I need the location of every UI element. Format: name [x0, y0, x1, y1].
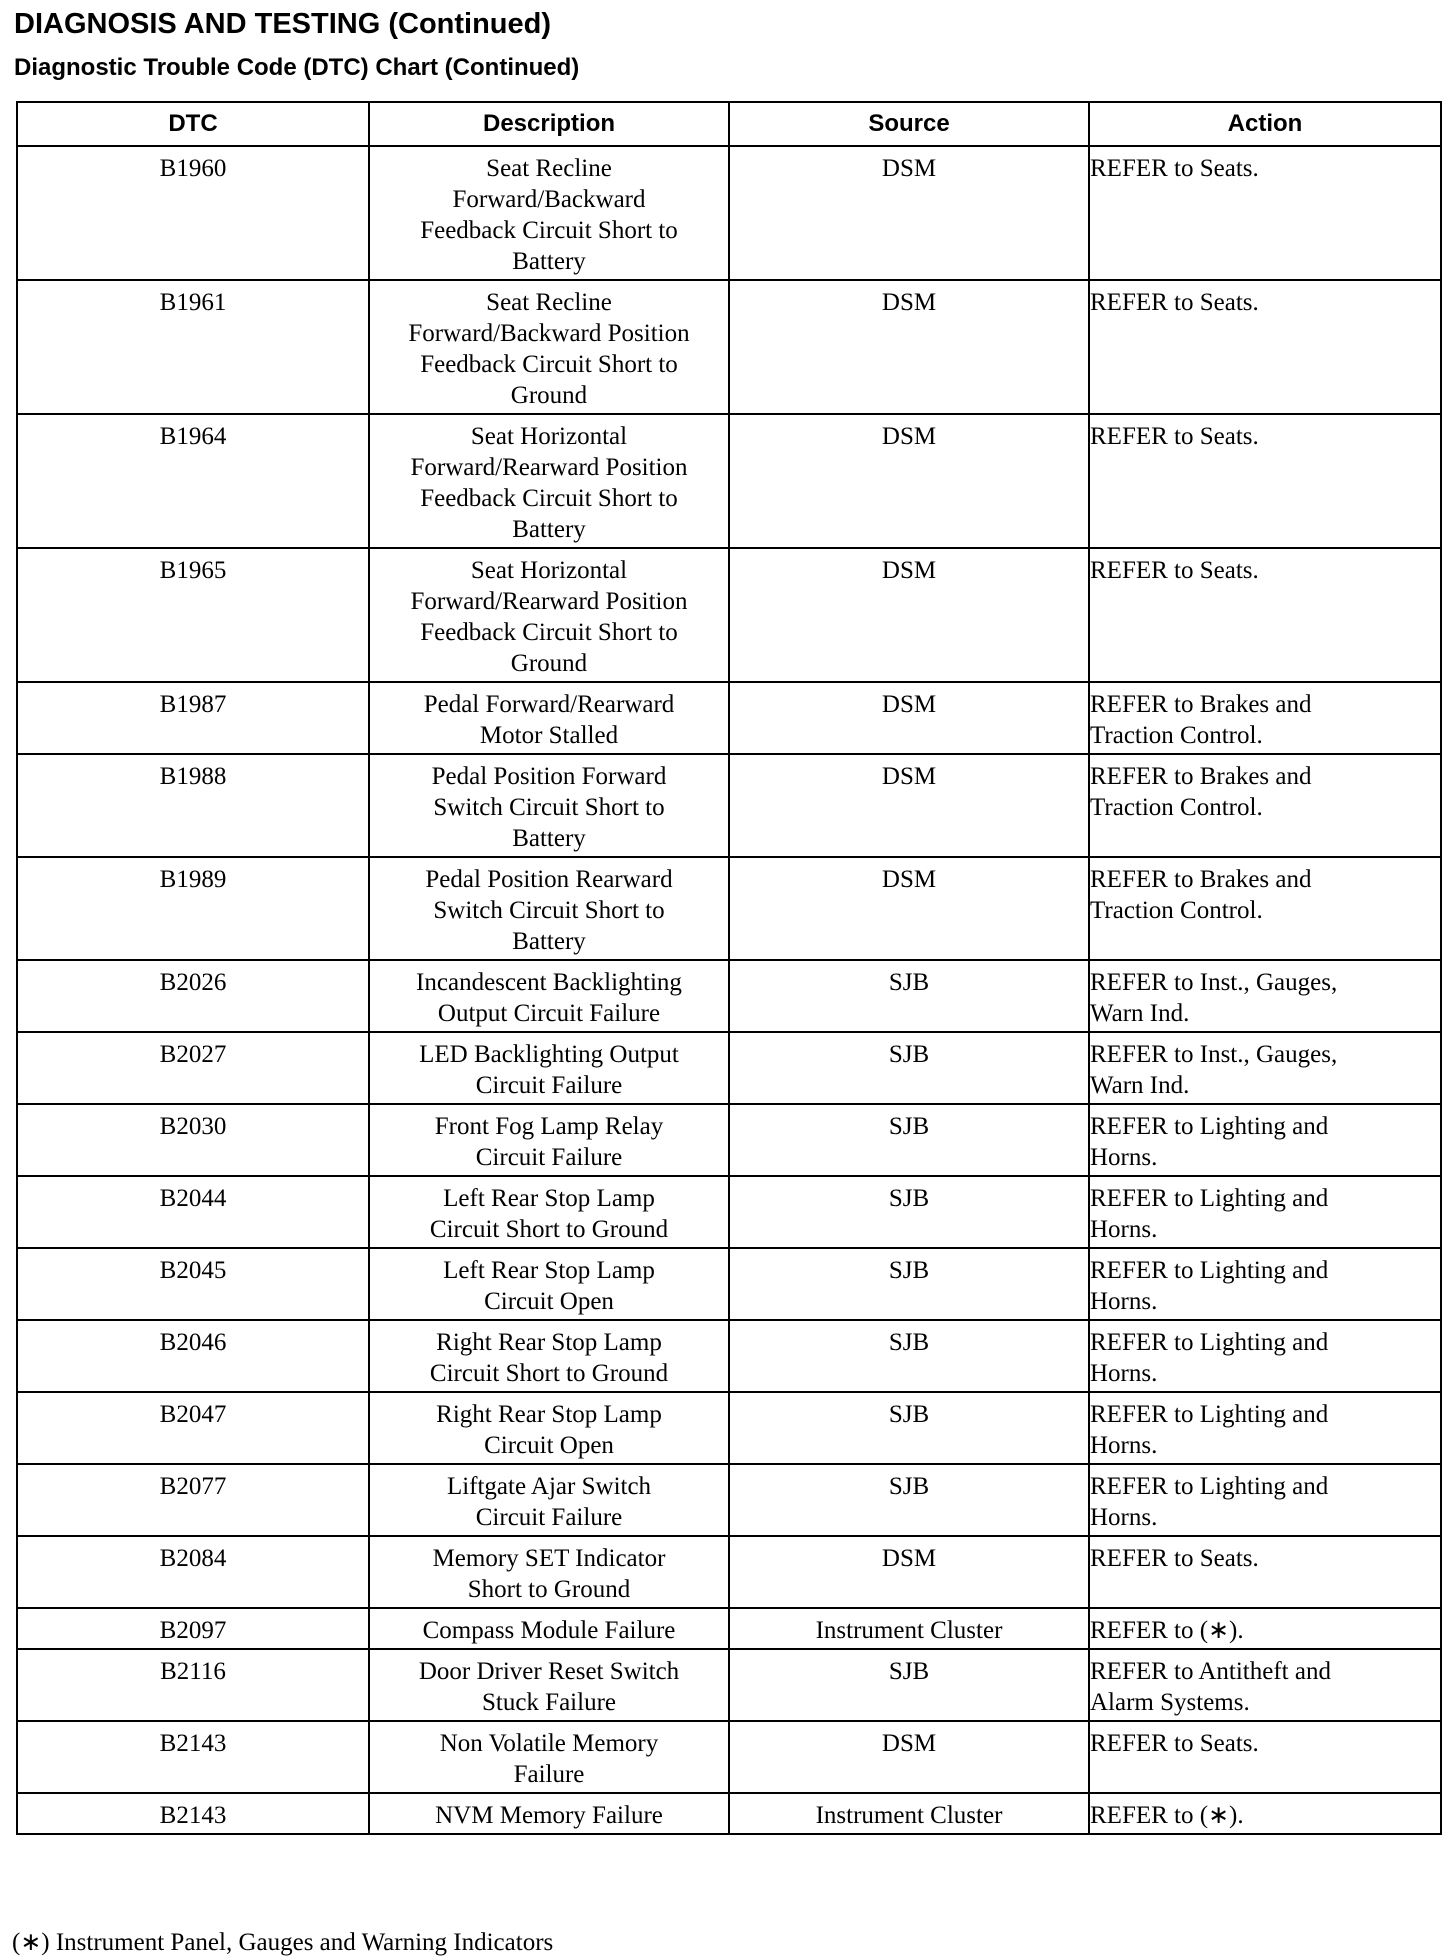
action-line: REFER to Seats.: [1090, 557, 1259, 584]
action-line: REFER to Seats.: [1090, 289, 1259, 316]
description-line: Battery: [512, 516, 586, 543]
action-line: REFER to Lighting and: [1090, 1401, 1329, 1428]
description-line: Failure: [513, 1761, 585, 1788]
description-line: Seat Recline: [486, 155, 612, 182]
description-line: Battery: [512, 825, 586, 852]
action-cell: [1089, 682, 1441, 754]
description-cell: [369, 1793, 729, 1834]
dtc-code-cell: B1965: [17, 548, 369, 682]
table-row: [17, 1032, 1441, 1104]
action-line: Horns.: [1090, 1216, 1158, 1243]
description-line: Incandescent Backlighting: [416, 969, 682, 996]
action-line: Traction Control.: [1090, 722, 1263, 749]
page-title: DIAGNOSIS AND TESTING (Continued): [14, 8, 552, 40]
action-line: Horns.: [1090, 1144, 1158, 1171]
description-line: Seat Horizontal: [470, 423, 628, 450]
source-cell: DSM: [729, 146, 1089, 280]
column-header-source: Source: [729, 102, 1089, 146]
description-cell: [369, 1649, 729, 1721]
source-cell: SJB: [729, 1649, 1089, 1721]
table-row: [17, 146, 1441, 280]
table-header-row: [17, 102, 1441, 146]
description-cell: [369, 1032, 729, 1104]
action-line: Warn Ind.: [1090, 1000, 1190, 1027]
column-header-dtc: DTC: [17, 102, 369, 146]
description-line: Seat Recline: [486, 289, 612, 316]
description-cell: [369, 548, 729, 682]
action-cell: [1089, 280, 1441, 414]
dtc-code-cell: B1989: [17, 857, 369, 960]
table-row: [17, 1464, 1441, 1536]
description-line: Pedal Position Forward: [431, 763, 667, 790]
table-body: [17, 146, 1441, 1834]
description-line: Memory SET Indicator: [432, 1545, 666, 1572]
description-line: LED Backlighting Output: [419, 1041, 679, 1068]
table-row: [17, 548, 1441, 682]
source-cell: SJB: [729, 1032, 1089, 1104]
description-line: Battery: [512, 928, 586, 955]
table-row: [17, 1536, 1441, 1608]
action-line: REFER to Antitheft and: [1090, 1658, 1331, 1685]
description-line: Front Fog Lamp Relay: [434, 1113, 664, 1140]
action-cell: [1089, 1248, 1441, 1320]
action-line: Alarm Systems.: [1090, 1689, 1250, 1716]
description-line: Ground: [510, 650, 588, 677]
dtc-code-cell: B1961: [17, 280, 369, 414]
action-line: REFER to (∗).: [1090, 1802, 1244, 1829]
action-cell: [1089, 857, 1441, 960]
source-cell: SJB: [729, 1464, 1089, 1536]
description-line: Liftgate Ajar Switch: [446, 1473, 652, 1500]
table-row: [17, 1176, 1441, 1248]
description-line: Circuit Short to Ground: [429, 1216, 669, 1243]
table-row: [17, 1608, 1441, 1649]
description-line: Forward/Rearward Position: [410, 588, 688, 615]
table-row: [17, 1721, 1441, 1793]
description-line: Seat Horizontal: [470, 557, 628, 584]
action-cell: [1089, 1464, 1441, 1536]
description-line: NVM Memory Failure: [435, 1802, 663, 1829]
description-line: Pedal Forward/Rearward: [423, 691, 675, 718]
action-line: REFER to Lighting and: [1090, 1185, 1329, 1212]
action-cell: [1089, 1793, 1441, 1834]
action-cell: [1089, 414, 1441, 548]
description-line: Circuit Open: [484, 1288, 614, 1315]
description-line: Feedback Circuit Short to: [420, 619, 678, 646]
dtc-code-cell: B2030: [17, 1104, 369, 1176]
dtc-code-cell: B2027: [17, 1032, 369, 1104]
action-line: REFER to Brakes and: [1090, 763, 1312, 790]
table-row: [17, 960, 1441, 1032]
description-line: Battery: [512, 248, 586, 275]
action-cell: [1089, 1536, 1441, 1608]
action-line: REFER to Seats.: [1090, 155, 1259, 182]
description-line: Circuit Failure: [475, 1504, 623, 1531]
source-cell: SJB: [729, 1104, 1089, 1176]
action-line: Traction Control.: [1090, 897, 1263, 924]
description-line: Forward/Rearward Position: [410, 454, 688, 481]
action-line: REFER to Lighting and: [1090, 1329, 1329, 1356]
table-row: [17, 1793, 1441, 1834]
description-line: Motor Stalled: [479, 722, 619, 749]
source-cell: DSM: [729, 1721, 1089, 1793]
description-line: Door Driver Reset Switch: [418, 1658, 680, 1685]
description-line: Forward/Backward: [452, 186, 646, 213]
dtc-code-cell: B1964: [17, 414, 369, 548]
description-cell: [369, 754, 729, 857]
source-cell: DSM: [729, 280, 1089, 414]
dtc-code-cell: B2097: [17, 1608, 369, 1649]
chart-subtitle: Diagnostic Trouble Code (DTC) Chart (Continued): [14, 54, 580, 81]
action-cell: [1089, 548, 1441, 682]
dtc-code-cell: B2046: [17, 1320, 369, 1392]
dtc-code-cell: B2143: [17, 1793, 369, 1834]
table-row: [17, 1392, 1441, 1464]
description-line: Circuit Short to Ground: [429, 1360, 669, 1387]
action-line: REFER to Lighting and: [1090, 1473, 1329, 1500]
table-row: [17, 1104, 1441, 1176]
action-line: REFER to Seats.: [1090, 423, 1259, 450]
column-header-description: Description: [369, 102, 729, 146]
description-line: Feedback Circuit Short to: [420, 217, 678, 244]
dtc-code-cell: B2026: [17, 960, 369, 1032]
source-cell: Instrument Cluster: [729, 1608, 1089, 1649]
description-line: Right Rear Stop Lamp: [436, 1329, 662, 1356]
action-line: REFER to Seats.: [1090, 1730, 1259, 1757]
dtc-code-cell: B2116: [17, 1649, 369, 1721]
table-row: [17, 754, 1441, 857]
description-cell: [369, 682, 729, 754]
source-cell: DSM: [729, 857, 1089, 960]
description-cell: [369, 1721, 729, 1793]
table-row: [17, 280, 1441, 414]
footnote: (∗) Instrument Panel, Gauges and Warning Indicators: [12, 1929, 554, 1956]
description-cell: [369, 280, 729, 414]
description-cell: [369, 414, 729, 548]
dtc-code-cell: B2047: [17, 1392, 369, 1464]
dtc-code-cell: B1987: [17, 682, 369, 754]
action-line: REFER to Brakes and: [1090, 866, 1312, 893]
description-line: Left Rear Stop Lamp: [443, 1185, 655, 1212]
source-cell: DSM: [729, 1536, 1089, 1608]
action-line: Traction Control.: [1090, 794, 1263, 821]
description-line: Feedback Circuit Short to: [420, 485, 678, 512]
description-cell: [369, 1104, 729, 1176]
description-cell: [369, 1608, 729, 1649]
action-line: Horns.: [1090, 1288, 1158, 1315]
description-line: Circuit Open: [484, 1432, 614, 1459]
action-cell: [1089, 1608, 1441, 1649]
description-line: Left Rear Stop Lamp: [443, 1257, 655, 1284]
action-line: REFER to Inst., Gauges,: [1090, 969, 1338, 996]
source-cell: SJB: [729, 1320, 1089, 1392]
description-line: Switch Circuit Short to: [433, 794, 665, 821]
action-cell: [1089, 1176, 1441, 1248]
description-line: Stuck Failure: [481, 1689, 616, 1716]
description-cell: [369, 1248, 729, 1320]
description-cell: [369, 146, 729, 280]
description-line: Forward/Backward Position: [408, 320, 690, 347]
action-line: Warn Ind.: [1090, 1072, 1190, 1099]
dtc-chart-table: [16, 101, 1442, 1835]
action-line: Horns.: [1090, 1432, 1158, 1459]
action-cell: [1089, 1104, 1441, 1176]
action-cell: [1089, 1649, 1441, 1721]
description-line: Non Volatile Memory: [439, 1730, 659, 1757]
description-line: Short to Ground: [467, 1576, 631, 1603]
source-cell: DSM: [729, 548, 1089, 682]
description-line: Ground: [510, 382, 588, 409]
action-cell: [1089, 1032, 1441, 1104]
table-row: [17, 857, 1441, 960]
dtc-code-cell: B2044: [17, 1176, 369, 1248]
table-row: [17, 682, 1441, 754]
action-cell: [1089, 1721, 1441, 1793]
action-line: REFER to Lighting and: [1090, 1257, 1329, 1284]
action-line: REFER to Brakes and: [1090, 691, 1312, 718]
table-row: [17, 414, 1441, 548]
description-line: Circuit Failure: [475, 1072, 623, 1099]
column-header-action: Action: [1089, 102, 1441, 146]
action-line: REFER to (∗).: [1090, 1617, 1244, 1644]
source-cell: SJB: [729, 960, 1089, 1032]
source-cell: DSM: [729, 682, 1089, 754]
action-line: REFER to Lighting and: [1090, 1113, 1329, 1140]
description-cell: [369, 1392, 729, 1464]
description-line: Output Circuit Failure: [437, 1000, 661, 1027]
source-cell: SJB: [729, 1248, 1089, 1320]
description-line: Pedal Position Rearward: [425, 866, 673, 893]
dtc-code-cell: B2143: [17, 1721, 369, 1793]
dtc-code-cell: B1960: [17, 146, 369, 280]
dtc-code-cell: B1988: [17, 754, 369, 857]
description-cell: [369, 1176, 729, 1248]
action-cell: [1089, 754, 1441, 857]
table-row: [17, 1320, 1441, 1392]
description-line: Compass Module Failure: [422, 1617, 676, 1644]
action-cell: [1089, 1320, 1441, 1392]
source-cell: DSM: [729, 754, 1089, 857]
description-cell: [369, 1320, 729, 1392]
table-row: [17, 1248, 1441, 1320]
source-cell: Instrument Cluster: [729, 1793, 1089, 1834]
source-cell: DSM: [729, 414, 1089, 548]
description-cell: [369, 960, 729, 1032]
action-line: REFER to Inst., Gauges,: [1090, 1041, 1338, 1068]
description-cell: [369, 1464, 729, 1536]
description-line: Right Rear Stop Lamp: [436, 1401, 662, 1428]
source-cell: SJB: [729, 1176, 1089, 1248]
action-line: Horns.: [1090, 1504, 1158, 1531]
dtc-code-cell: B2077: [17, 1464, 369, 1536]
action-cell: [1089, 146, 1441, 280]
action-line: REFER to Seats.: [1090, 1545, 1259, 1572]
description-line: Switch Circuit Short to: [433, 897, 665, 924]
dtc-code-cell: B2045: [17, 1248, 369, 1320]
dtc-code-cell: B2084: [17, 1536, 369, 1608]
description-cell: [369, 857, 729, 960]
description-line: Circuit Failure: [475, 1144, 623, 1171]
description-line: Feedback Circuit Short to: [420, 351, 678, 378]
action-line: Horns.: [1090, 1360, 1158, 1387]
action-cell: [1089, 960, 1441, 1032]
action-cell: [1089, 1392, 1441, 1464]
source-cell: SJB: [729, 1392, 1089, 1464]
description-cell: [369, 1536, 729, 1608]
table-row: [17, 1649, 1441, 1721]
